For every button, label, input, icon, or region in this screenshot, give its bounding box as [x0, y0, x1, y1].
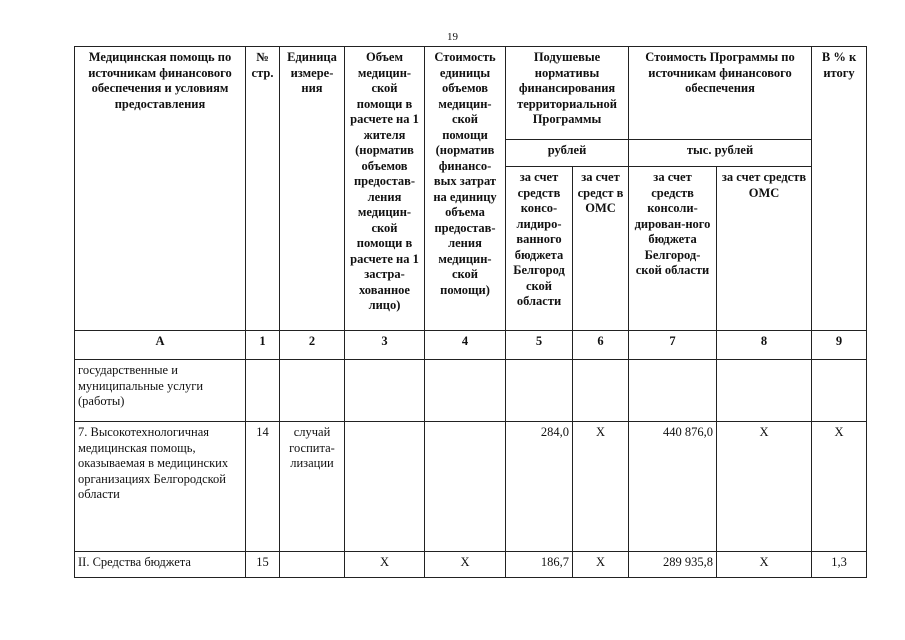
row-per-capita-budget	[506, 360, 573, 422]
row-line-number	[246, 360, 280, 422]
row-percent	[812, 360, 867, 422]
row-name: 7. Высокотехнологичная медицинская помощь, оказываемая в медицинских организациях Белгородской области	[75, 422, 246, 552]
row-cost-oms: X	[717, 552, 812, 578]
header-line-number: № стр.	[246, 47, 280, 331]
header-volume: Объем медицин-ской помощи в расчете на 1 жителя (норматив объемов предостав-ления медицин-ской помощи в расчете на 1 застра-хованное лицо)	[345, 47, 425, 331]
row-volume	[345, 360, 425, 422]
row-unit-cost: X	[425, 552, 506, 578]
row-per-capita-budget: 186,7	[506, 552, 573, 578]
row-name: II. Средства бюджета	[75, 552, 246, 578]
table-row	[75, 422, 867, 552]
header-cost-budget: за счет средств консоли-дирован-ного бюджета Белгород-ской области	[629, 167, 717, 331]
index-cell: 3	[345, 331, 425, 360]
index-cell: 5	[506, 331, 573, 360]
row-unit-cost	[425, 360, 506, 422]
row-percent: 1,3	[812, 552, 867, 578]
index-cell: 1	[246, 331, 280, 360]
row-per-capita-budget: 284,0	[506, 422, 573, 552]
row-unit-cost	[425, 422, 506, 552]
index-cell: 2	[280, 331, 345, 360]
header-per-capita-budget: за счет средств консо-лидиро-ванного бюджета Белгород ской области	[506, 167, 573, 331]
header-cost-oms: за счет средств ОМС	[717, 167, 812, 331]
row-volume	[345, 422, 425, 552]
header-percent: В % к итогу	[812, 47, 867, 331]
table-row	[75, 360, 867, 422]
header-unit-thousand-rub: тыс. рублей	[629, 140, 812, 167]
row-unit: случай госпита-лизации	[280, 422, 345, 552]
header-per-capita-oms: за счет средст в ОМС	[573, 167, 629, 331]
row-cost-budget: 440 876,0	[629, 422, 717, 552]
row-line-number: 15	[246, 552, 280, 578]
row-per-capita-oms	[573, 360, 629, 422]
row-percent: X	[812, 422, 867, 552]
row-cost-budget	[629, 360, 717, 422]
index-cell: А	[75, 331, 246, 360]
index-cell: 9	[812, 331, 867, 360]
index-cell: 6	[573, 331, 629, 360]
index-cell: 7	[629, 331, 717, 360]
row-unit	[280, 360, 345, 422]
row-cost-oms	[717, 360, 812, 422]
header-unit-rub: рублей	[506, 140, 629, 167]
row-per-capita-oms: X	[573, 552, 629, 578]
row-per-capita-oms: X	[573, 422, 629, 552]
header-per-capita-group: Подушевые нормативы финансирования территориальной Программы	[506, 47, 629, 140]
program-cost-table	[74, 46, 867, 578]
row-cost-oms: X	[717, 422, 812, 552]
page-number: 19	[447, 31, 458, 43]
row-unit	[280, 552, 345, 578]
header-unit-cost: Стоимость единицы объемов медицин-ской помощи (норматив финансо-вых затрат на единицу объема предостав-ления медицин-ской помощи)	[425, 47, 506, 331]
index-cell: 8	[717, 331, 812, 360]
row-cost-budget: 289 935,8	[629, 552, 717, 578]
header-care-type: Медицинская помощь по источникам финансового обеспечения и условиям предоставления	[75, 47, 246, 331]
column-index-row	[75, 331, 867, 360]
table-row	[75, 552, 867, 578]
row-name: государственные и муниципальные услуги (работы)	[75, 360, 246, 422]
row-volume: X	[345, 552, 425, 578]
header-unit: Единица измере-ния	[280, 47, 345, 331]
index-cell: 4	[425, 331, 506, 360]
header-program-cost-group: Стоимость Программы по источникам финансового обеспечения	[629, 47, 812, 140]
row-line-number: 14	[246, 422, 280, 552]
